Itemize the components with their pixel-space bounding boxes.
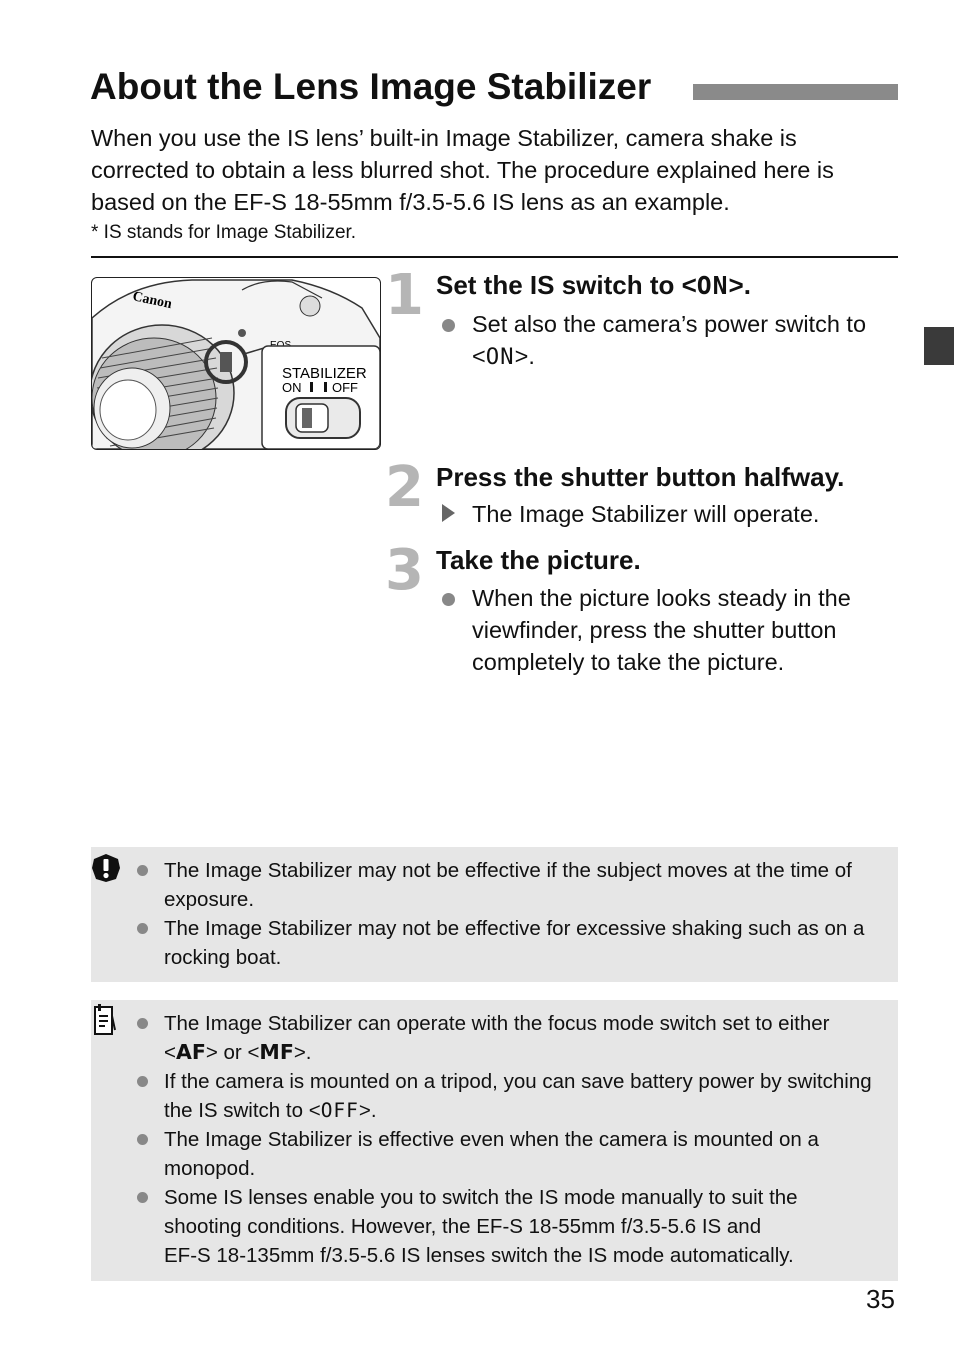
bullet-dot-icon [442, 319, 455, 332]
step-1-bullet: Set also the camera’s power switch to <ON>. [436, 308, 906, 373]
step-3-title: Take the picture. [436, 545, 641, 575]
note-item: The Image Stabilizer is effective even when the camera is mounted on a monopod. [91, 1125, 898, 1183]
notes-box [91, 1000, 898, 1281]
page-number: 35 [866, 1284, 895, 1314]
footnote: * IS stands for Image Stabilizer. [91, 222, 357, 243]
off-label: OFF [332, 380, 358, 395]
bullet-dot-icon [442, 593, 455, 606]
step-number-3: 3 [385, 538, 424, 603]
caution-item: The Image Stabilizer may not be effective for excessive shaking such as on a rocking boat. [91, 914, 898, 972]
note-item: Some IS lenses enable you to switch the IS mode manually to suit the shooting conditions. However, the EF-S 18-55mm f/3.5-5.6 IS and EF-S 18-135mm f/3.5-5.6 IS lenses switch the IS mode automatically. [91, 1183, 898, 1270]
intro-paragraph: When you use the IS lens’ built-in Image Stabilizer, camera shake is corrected to obtain a less blurred shot. The procedure explained here is based on the EF-S 18-55mm f/3.5-5.6 IS lens as an example. [91, 125, 834, 215]
brand-logo: Canon [131, 289, 174, 313]
camera-lens-image [92, 278, 380, 449]
caution-box [91, 847, 898, 982]
note-item: If the camera is mounted on a tripod, you can save battery power by switching the IS switch to <OFF>. [91, 1067, 898, 1125]
step-2-title: Press the shutter button halfway. [436, 462, 845, 492]
stabilizer-label: STABILIZER [282, 365, 367, 382]
caution-item: The Image Stabilizer may not be effective if the subject moves at the time of exposure. [91, 856, 898, 914]
step-3-bullet: When the picture looks steady in the viewfinder, press the shutter button completely to take the picture. [436, 582, 906, 678]
section-divider [91, 256, 898, 258]
camera-illustration [91, 277, 381, 450]
chapter-tab [924, 327, 954, 365]
step-number-1: 1 [385, 263, 424, 328]
step-2-result: The Image Stabilizer will operate. [436, 498, 906, 530]
note-item: The Image Stabilizer can operate with the focus mode switch set to either <AF> or <MF>. [91, 1009, 898, 1067]
step-1-title: Set the IS switch to <ON>. [436, 270, 751, 300]
page-title: About the Lens Image Stabilizer [90, 66, 652, 107]
step-number-2: 2 [385, 455, 424, 520]
title-decoration-bar [693, 84, 898, 100]
on-label: ON [282, 380, 302, 395]
result-arrow-icon [442, 504, 455, 522]
